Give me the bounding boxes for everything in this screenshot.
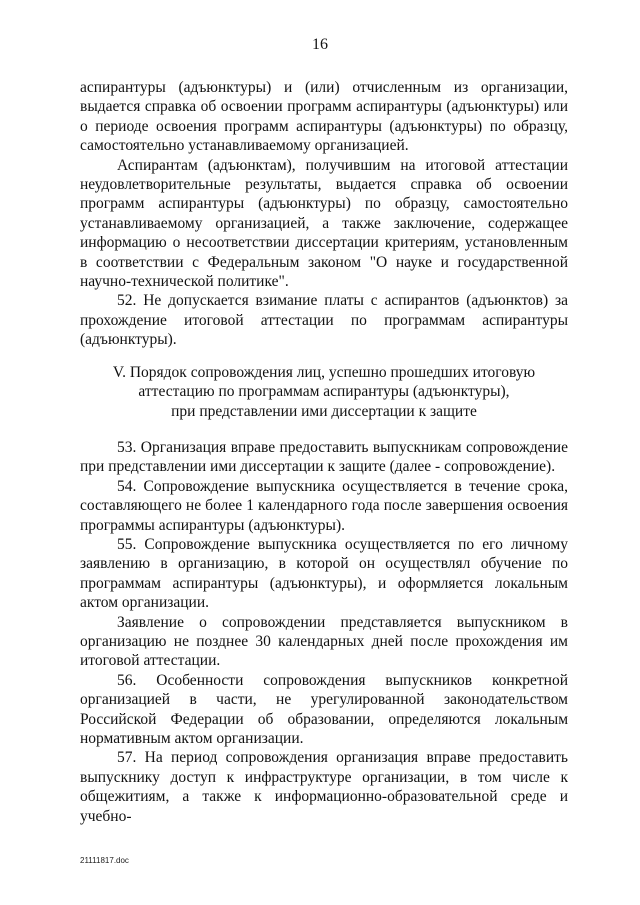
file-name-footer: 21111817.doc [80, 856, 129, 865]
paragraph-continuation: аспирантуры (адъюнктуры) и (или) отчисленным из организации, выдается справка об освоении программ аспирантуры (адъюнктуры) или о периоде освоения программ аспирантуры (адъюнктуры) по образцу, самостоятельно устанавливаемому организацией. [80, 79, 568, 155]
section-heading-line: при представлении ими диссертации к защите [171, 402, 477, 420]
document-body [80, 78, 568, 826]
paragraph-56: 56. Особенности сопровождения выпускников конкретной организацией в части, не урегулированной законодательством Российской Федерации об образовании, определяются локальным нормативным актом организации. [80, 671, 568, 747]
paragraph-54: 54. Сопровождение выпускника осуществляется в течение срока, составляющего не более 1 календарного года после завершения освоения программы аспирантуры (адъюнктуры). [80, 477, 568, 534]
paragraph-55: 55. Сопровождение выпускника осуществляется по его личному заявлению в организацию, в которой он осуществлял обучение по программам аспирантуры (адъюнктуры), и оформляется локальным актом организации. [80, 535, 568, 612]
section-heading-line: V. Порядок сопровождения лиц, успешно прошедших итоговую [112, 363, 536, 381]
paragraph-53: 53. Организация вправе предоставить выпускникам сопровождение при представлении ими диссертации к защите (далее - сопровождение). [80, 438, 568, 476]
page-number: 16 [312, 36, 328, 53]
paragraph-52: 52. Не допускается взимание платы с аспирантов (адъюнктов) за прохождение итоговой аттестации по программам аспирантуры (адъюнктуры). [80, 292, 568, 349]
paragraph-57: 57. На период сопровождения организация вправе предоставить выпускнику доступ к инфраструктуре организации, в том числе к общежитиям, а также к информационно-образовательной среде и учебно- [80, 749, 568, 825]
paragraph-application: Заявление о сопровождении представляется выпускником в организацию не позднее 30 календарных дней после прохождения им итоговой аттестации. [80, 613, 568, 670]
section-heading-line: аттестацию по программам аспирантуры (адъюнктуры), [138, 383, 510, 401]
section-heading [80, 363, 568, 421]
paragraph-unsatisfactory-results: Аспирантам (адъюнктам), получившим на итоговой аттестации неудовлетворительные результаты, выдается справка об освоении программ аспирантуры (адъюнктуры) по образцу, самостоятельно устанавливаемому организацией, а также заключение, содержащее информацию о несоответствии диссертации критериям, установленным в соответствии с Федеральным законом "О науке и государственной научно-технической политике". [80, 156, 568, 291]
